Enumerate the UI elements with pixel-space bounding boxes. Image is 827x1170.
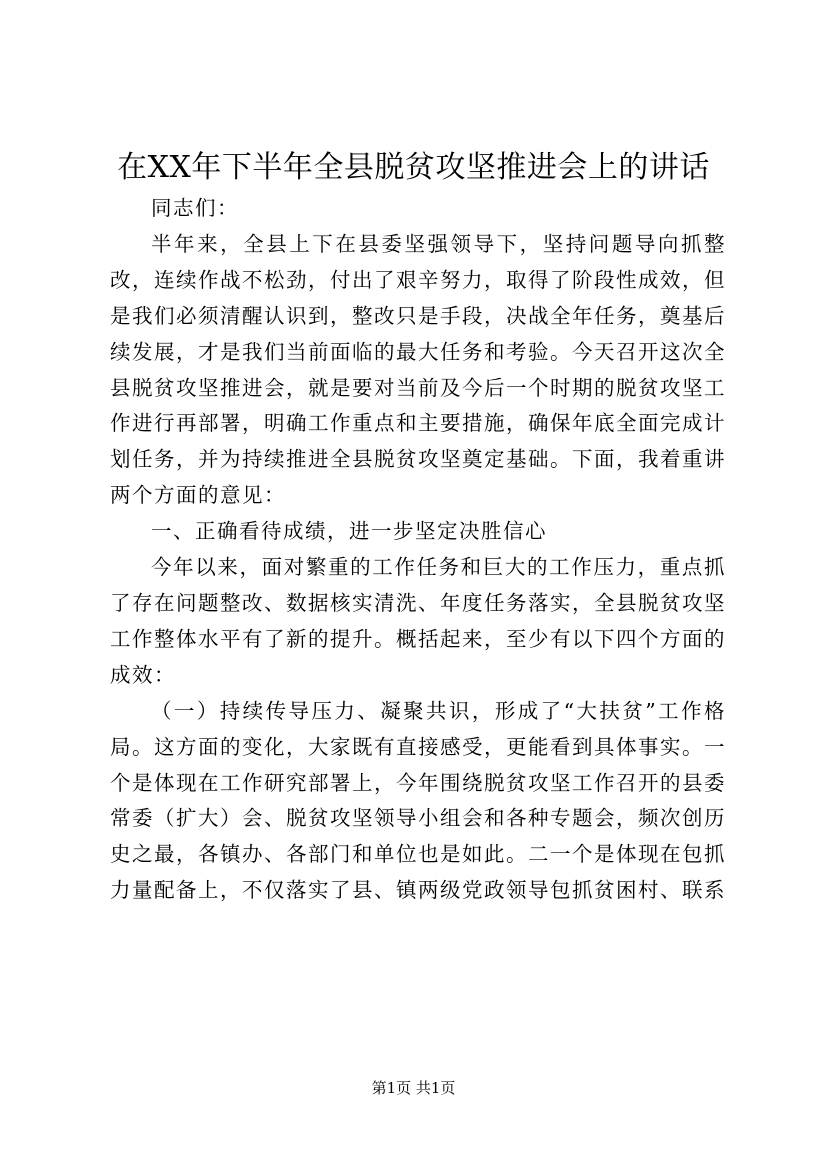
salutation-paragraph: 同志们： bbox=[151, 196, 239, 220]
page-footer: 第1页 共1页 bbox=[371, 1079, 456, 1097]
subsection-paragraph: （一）持续传导压力、凝聚共识，形成了“大扶贫”工作格局。这方面的变化，大家既有直接感受，更能看到具体事实。一个是体现在工作研究部署上，今年围绕脱贫攻坚工作召开的县委常委（扩大）会、脱贫攻坚领导小组会和各种专题会，频次创历史之最，各镇办、各部门和单位也是如此。二一个是体现在包抓力量配备上，不仅落实了县、镇两级党政领导包抓贫困村、联系 bbox=[110, 698, 726, 903]
document-title: 在XX年下半年全县脱贫攻坚推进会上的讲话 bbox=[117, 150, 710, 185]
section-heading: 一、正确看待成绩，进一步坚定决胜信心 bbox=[151, 519, 547, 544]
achievements-paragraph: 今年以来，面对繁重的工作任务和巨大的工作压力，重点抓了存在问题整改、数据核实清洗、年度任务落实，全县脱贫攻坚工作整体水平有了新的提升。概括起来，至少有以下四个方面的成效： bbox=[110, 555, 726, 687]
intro-paragraph: 半年来，全县上下在县委坚强领导下，坚持问题导向抓整改，连续作战不松劲，付出了艰辛努力，取得了阶段性成效，但是我们必须清醒认识到，整改只是手段，决战全年任务，奠基后续发展，才是我们当前面临的最大任务和考验。今天召开这次全县脱贫攻坚推进会，就是要对当前及今后一个时期的脱贫攻坚工作进行再部署，明确工作重点和主要措施，确保年底全面完成计划任务，并为持续推进全县脱贫攻坚奠定基础。下面，我着重讲两个方面的意见： bbox=[110, 231, 726, 508]
document-body bbox=[110, 191, 726, 909]
